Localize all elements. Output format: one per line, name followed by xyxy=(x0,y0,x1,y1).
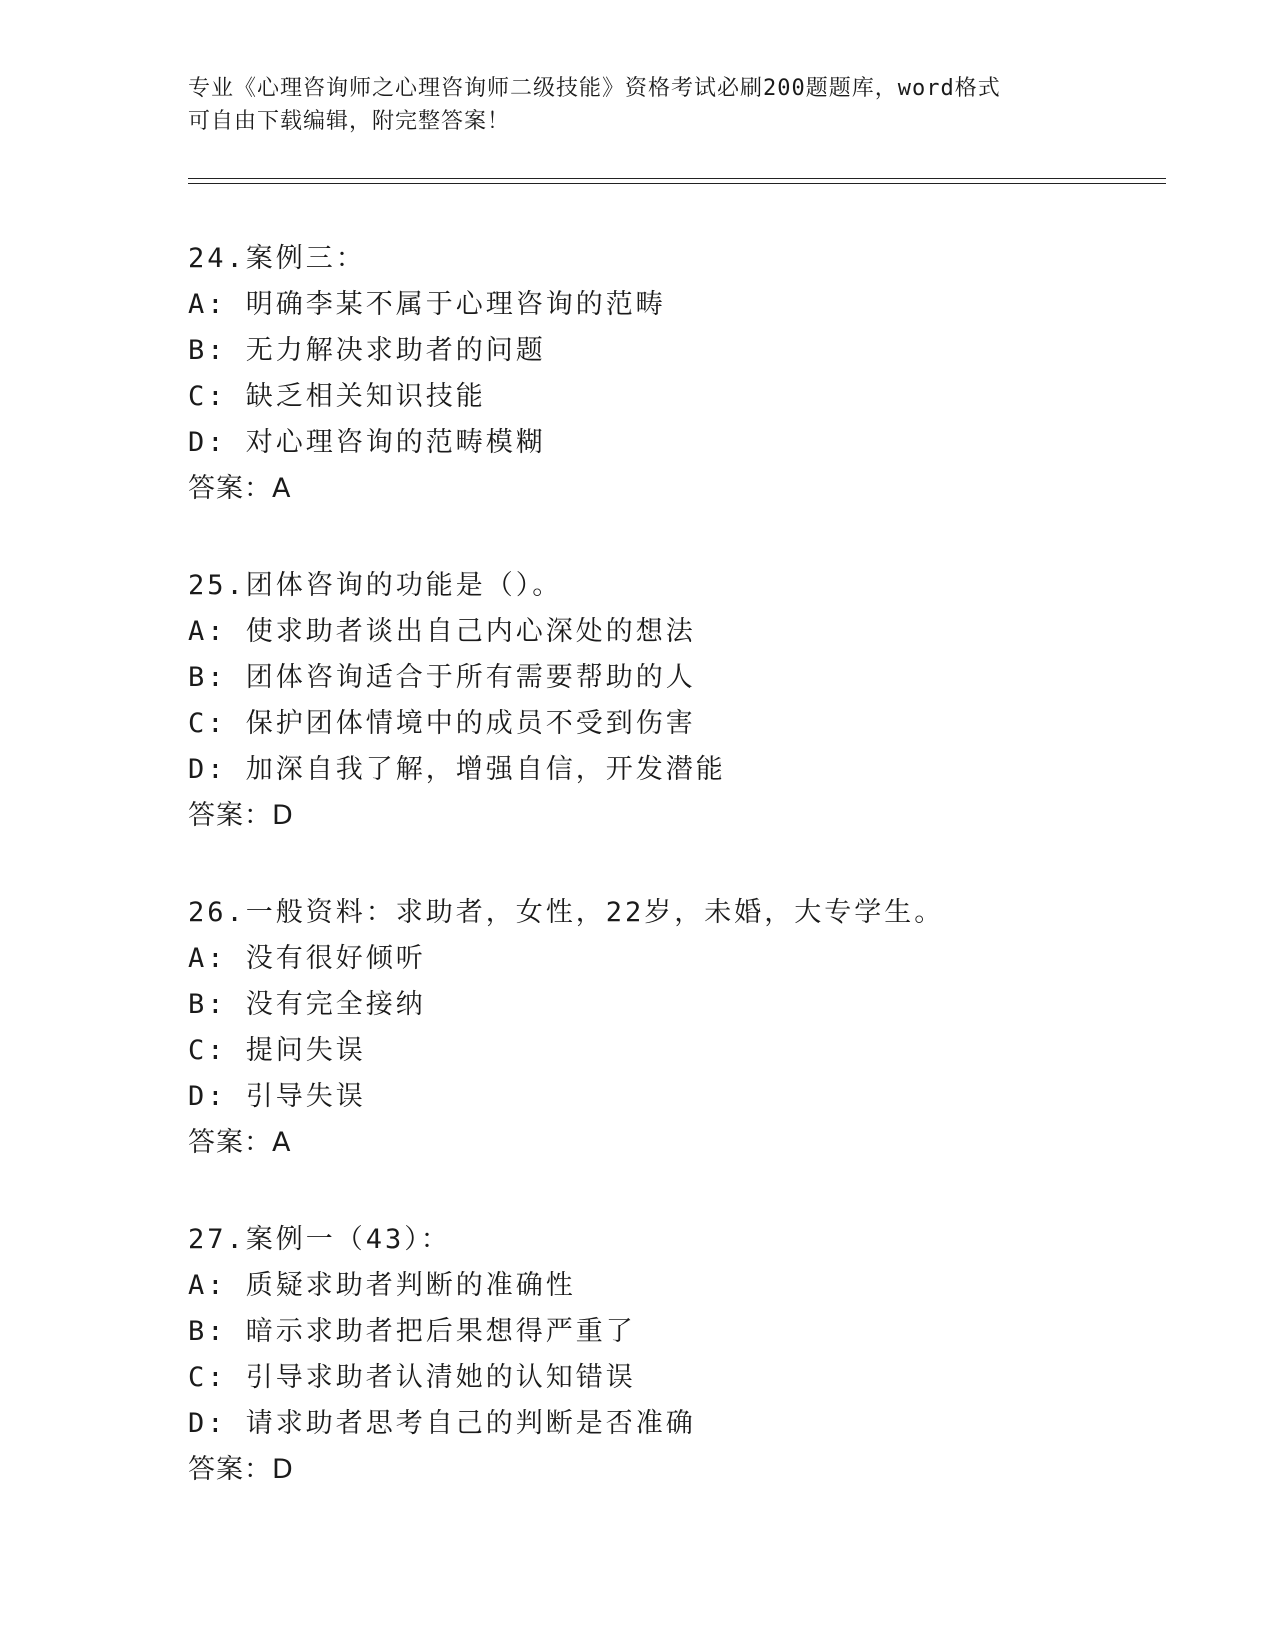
option-c: C: 保护团体情境中的成员不受到伤害 xyxy=(188,708,696,739)
question-stem: 24.案例三： xyxy=(188,243,366,274)
option-c: C: 引导求助者认清她的认知错误 xyxy=(188,1362,636,1393)
option-a: A: 使求助者谈出自己内心深处的想法 xyxy=(188,616,696,647)
answer-label: 答案：D xyxy=(188,800,294,831)
question-26 xyxy=(188,890,1148,1166)
header-line-2: 可自由下载编辑，附完整答案！ xyxy=(188,109,511,134)
option-b: B: 没有完全接纳 xyxy=(188,989,426,1020)
question-stem: 26.一般资料：求助者，女性，22岁，未婚，大专学生。 xyxy=(188,897,945,928)
option-a: A: 没有很好倾听 xyxy=(188,943,426,974)
option-d: D: 引导失误 xyxy=(188,1081,366,1112)
option-d: D: 请求助者思考自己的判断是否准确 xyxy=(188,1408,696,1439)
option-a: A: 质疑求助者判断的准确性 xyxy=(188,1270,576,1301)
question-27 xyxy=(188,1217,1148,1493)
question-24 xyxy=(188,236,1148,512)
header-line-1: 专业《心理咨询师之心理咨询师二级技能》资格考试必刷200题题库，word格式 xyxy=(188,76,1001,101)
option-d: D: 加深自我了解，增强自信，开发潜能 xyxy=(188,754,726,785)
document-header xyxy=(188,72,1088,138)
option-a: A: 明确李某不属于心理咨询的范畴 xyxy=(188,289,666,320)
answer-label: 答案：D xyxy=(188,1454,294,1485)
option-b: B: 暗示求助者把后果想得严重了 xyxy=(188,1316,636,1347)
header-rule-top xyxy=(188,178,1166,179)
answer-label: 答案：A xyxy=(188,1127,292,1158)
option-d: D: 对心理咨询的范畴模糊 xyxy=(188,427,546,458)
answer-label: 答案：A xyxy=(188,473,292,504)
question-list xyxy=(188,236,1148,1544)
option-b: B: 无力解决求助者的问题 xyxy=(188,335,546,366)
option-b: B: 团体咨询适合于所有需要帮助的人 xyxy=(188,662,696,693)
option-c: C: 缺乏相关知识技能 xyxy=(188,381,486,412)
question-stem: 27.案例一（43）： xyxy=(188,1224,451,1255)
option-c: C: 提问失误 xyxy=(188,1035,366,1066)
question-stem: 25.团体咨询的功能是（）。 xyxy=(188,570,563,601)
question-25 xyxy=(188,563,1148,839)
header-rule-bottom xyxy=(188,183,1166,184)
